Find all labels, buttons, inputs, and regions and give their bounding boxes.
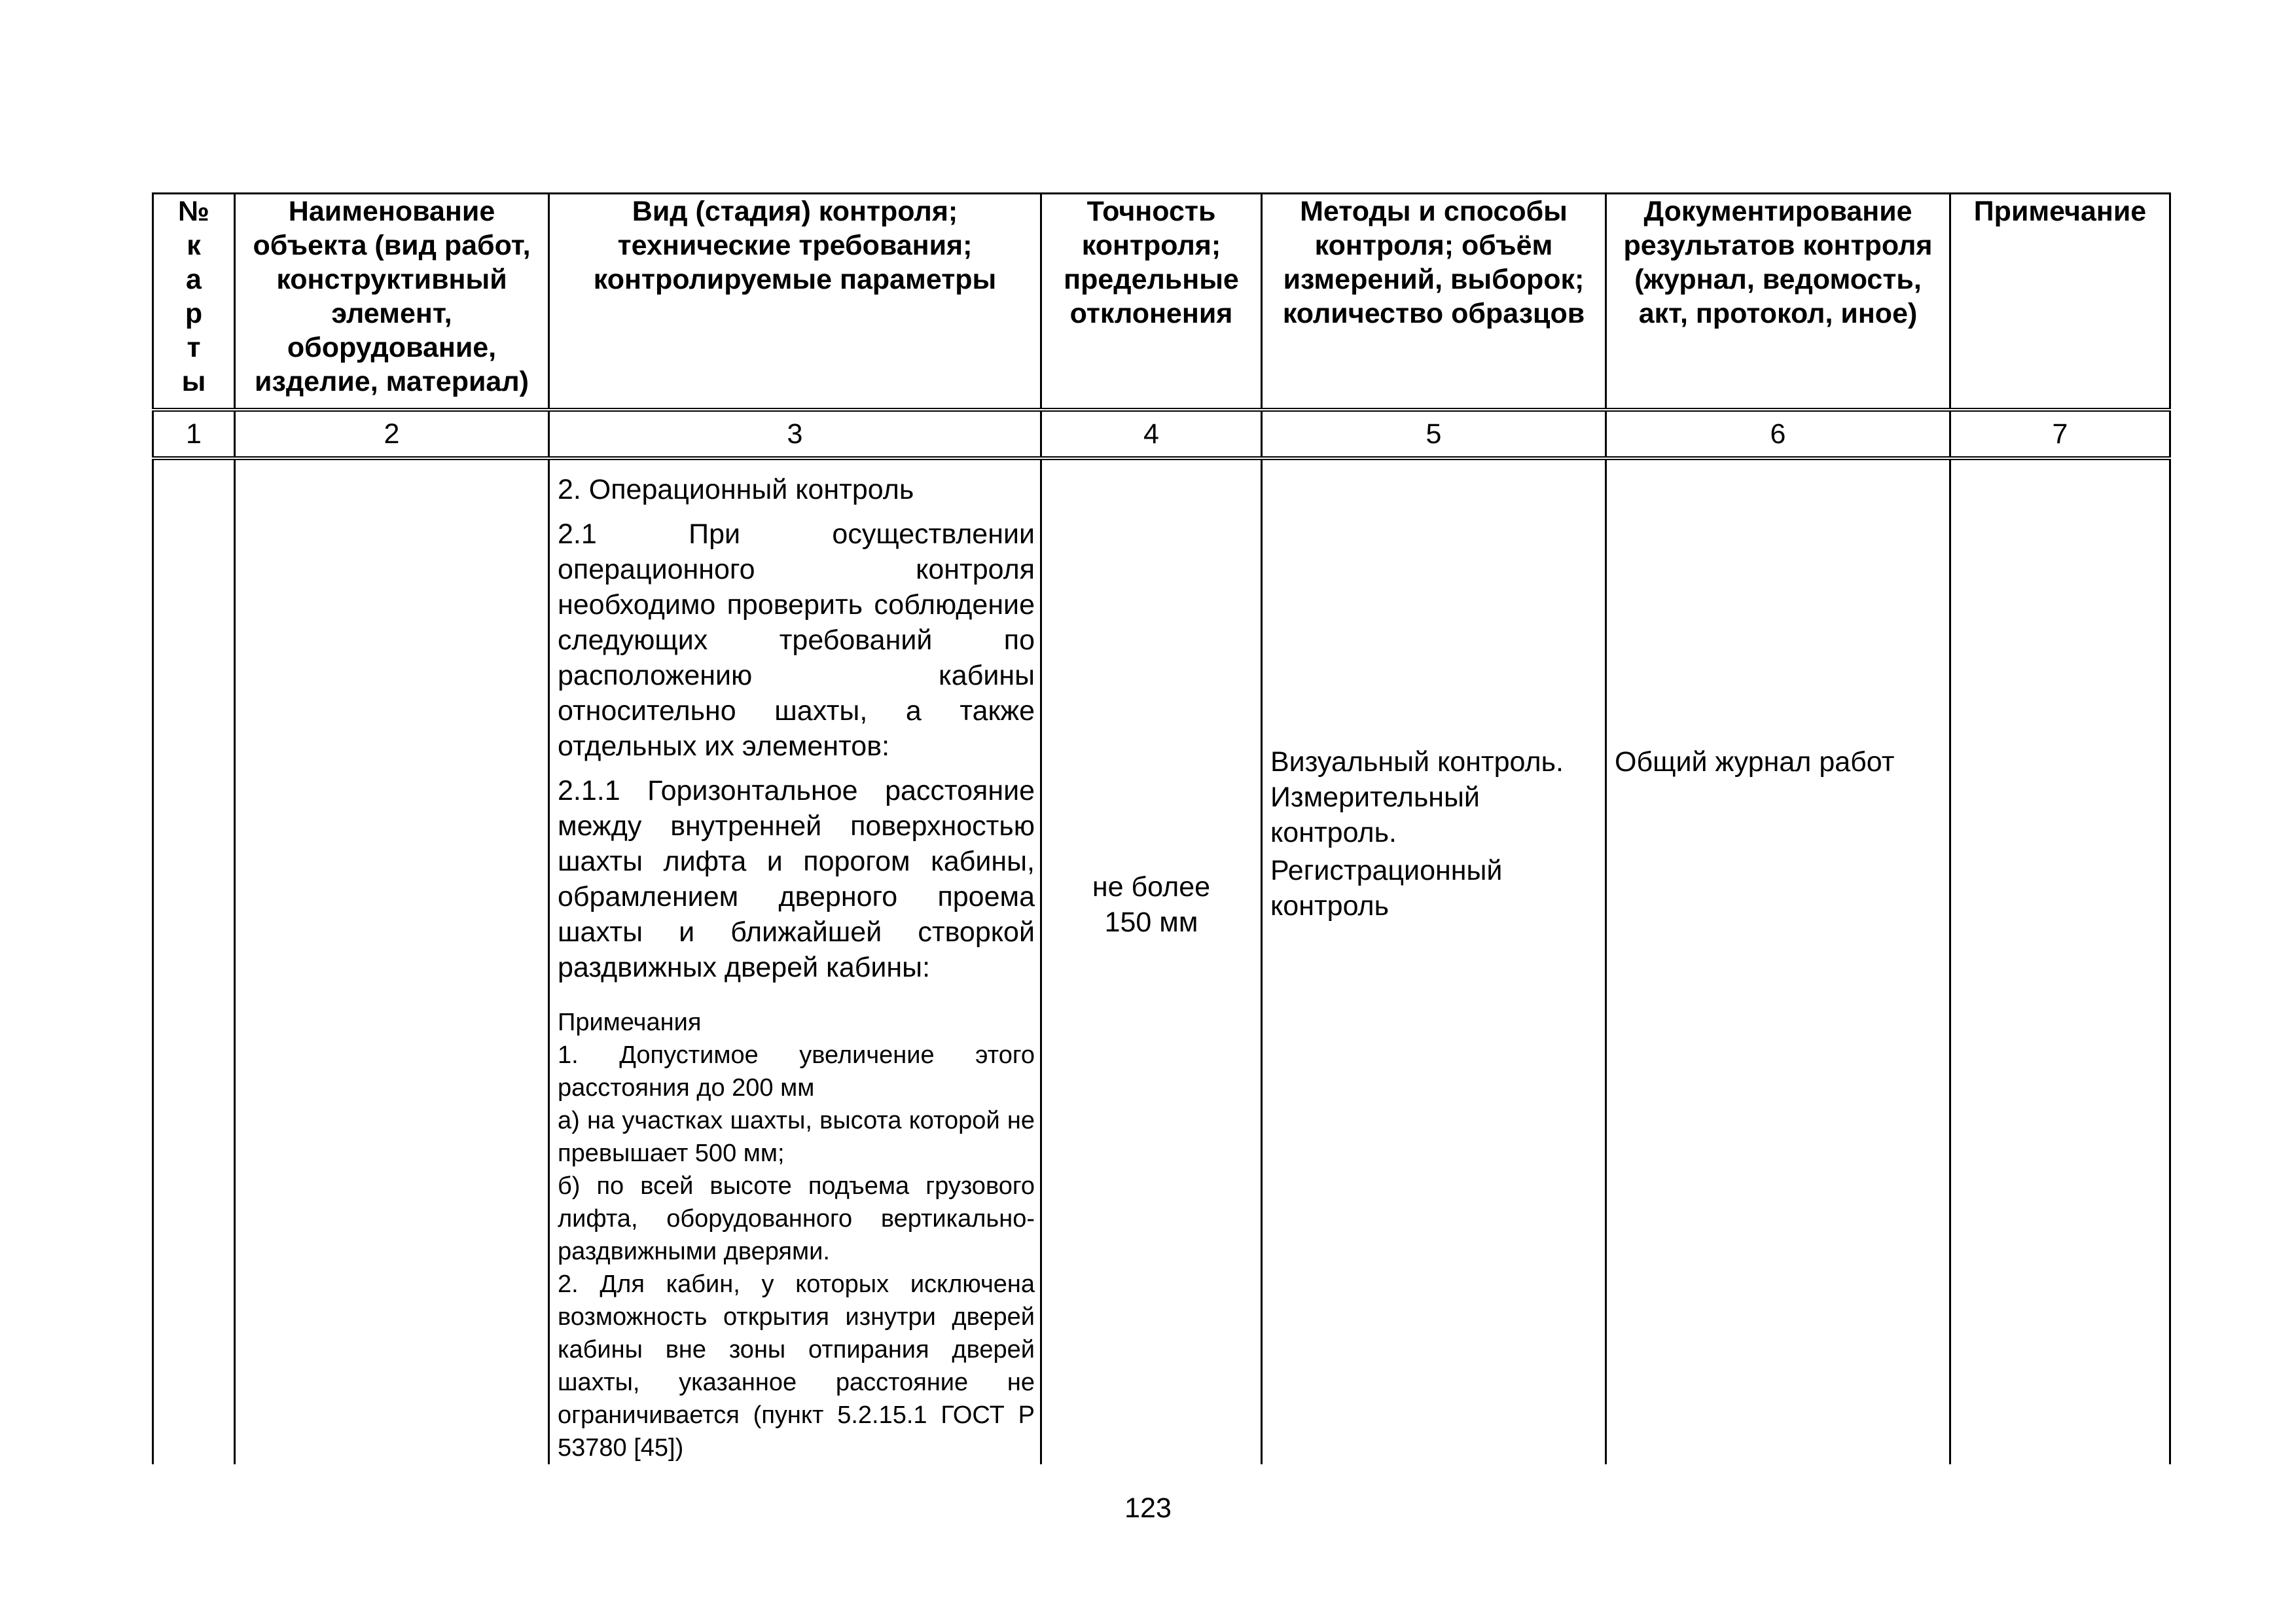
notes-block — [558, 1006, 1035, 1464]
cell-methods — [1262, 458, 1606, 1464]
column-number-row — [153, 410, 2170, 458]
column-number: 7 — [1950, 410, 2170, 458]
note-2: 2. Для кабин, у которых исключена возможность открытия изнутри дверей кабины вне зоны отпирания дверей шахты, указанное расстояние не ограничивается (пункт 5.2.15.1 ГОСТ Р 53780 [45]) — [558, 1271, 1035, 1462]
requirement-2-1-1: 2.1.1 Горизонтальное расстояние между внутренней поверхностью шахты лифта и порогом кабины, обрамлением дверного проема шахты и ближайшей створкой раздвижных дверей кабины: — [558, 775, 1035, 983]
documentation-value: Общий журнал работ — [1615, 746, 1895, 778]
note-1: 1. Допустимое увеличение этого расстояния до 200 мм — [558, 1041, 1035, 1102]
cell-remark — [1950, 458, 2170, 1464]
method-measurement: Измерительный контроль. — [1270, 782, 1480, 848]
cell-object — [235, 458, 549, 1464]
header-object: Наименование объекта (вид работ, конструктивный элемент, оборудование, изделие, материал) — [235, 194, 549, 410]
notes-title: Примечания — [558, 1009, 702, 1036]
column-number: 2 — [235, 410, 549, 458]
table-row — [153, 458, 2170, 1464]
cell-requirements — [549, 458, 1041, 1464]
header-remark: Примечание — [1950, 194, 2170, 410]
requirement-2-1: 2.1 При осуществлении операционного контроля необходимо проверить соблюдение следующих требований по расположению кабины относительно шахты, а также отдельных их элементов: — [558, 518, 1035, 762]
column-number: 5 — [1262, 410, 1606, 458]
header-control-type: Вид (стадия) контроля; технические требования; контролируемые параметры — [549, 194, 1041, 410]
note-1a: а) на участках шахты, высота которой не превышает 500 мм; — [558, 1107, 1035, 1167]
page-number: 123 — [1124, 1492, 1172, 1524]
cell-documentation — [1606, 458, 1950, 1464]
control-table — [152, 192, 2171, 1464]
header-accuracy: Точность контроля; предельные отклонения — [1041, 194, 1262, 410]
column-number: 4 — [1041, 410, 1262, 458]
cell-card-no — [153, 458, 235, 1464]
header-documentation: Документирование результатов контроля (журнал, ведомость, акт, протокол, иное) — [1606, 194, 1950, 410]
method-registration: Регистрационный контроль — [1270, 855, 1503, 922]
control-stage-title: 2. Операционный контроль — [558, 474, 914, 505]
header-card-no: № к а р т ы — [153, 194, 235, 410]
header-row — [153, 194, 2170, 410]
method-visual: Визуальный контроль. — [1270, 746, 1564, 778]
column-number: 6 — [1606, 410, 1950, 458]
accuracy-value: не более 150 мм — [1092, 871, 1211, 938]
cell-accuracy — [1041, 458, 1262, 1464]
note-1b: б) по всей высоте подъема грузового лифта, оборудованного вертикально-раздвижными дверями. — [558, 1172, 1035, 1265]
column-number: 3 — [549, 410, 1041, 458]
header-methods: Методы и способы контроля; объём измерений, выборок; количество образцов — [1262, 194, 1606, 410]
column-number: 1 — [153, 410, 235, 458]
